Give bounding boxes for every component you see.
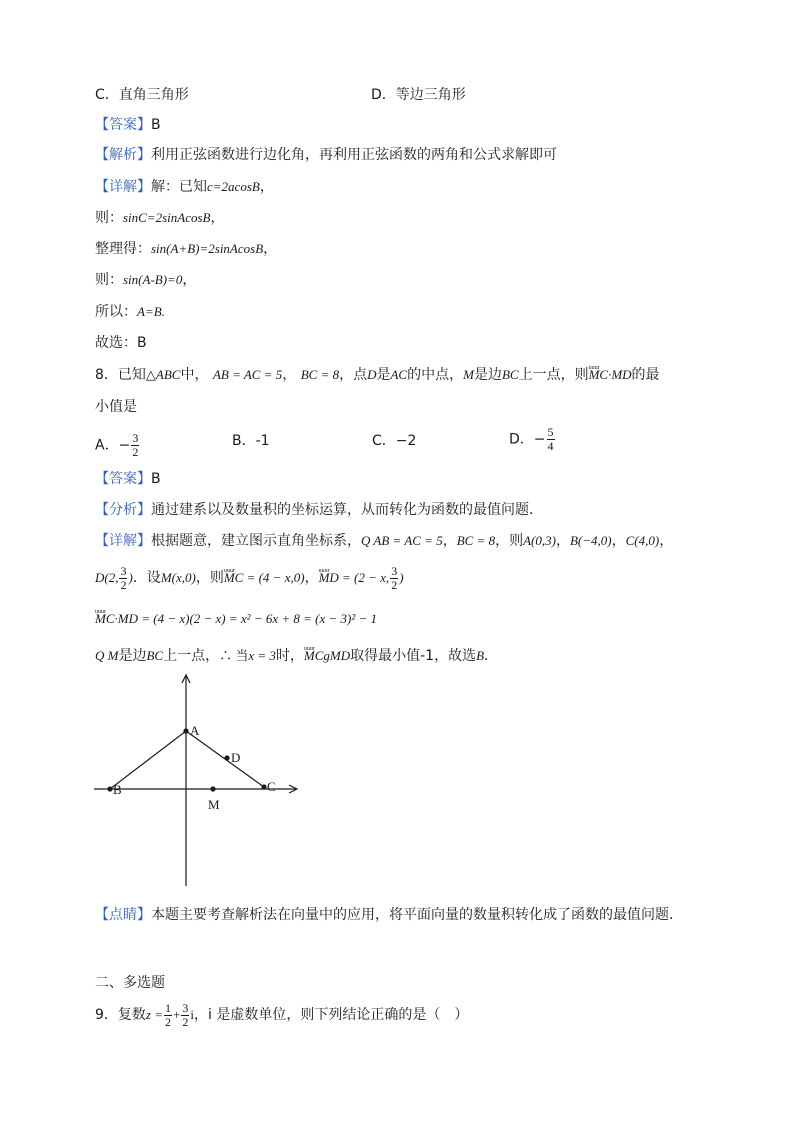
math-expr: BC = 8	[456, 533, 496, 548]
detail-text: 所以：	[95, 304, 137, 320]
math-expr: BC	[501, 367, 519, 382]
math-expr: sinC=2sinAcosB	[123, 210, 211, 225]
point-c	[261, 784, 266, 789]
label-b: B	[113, 782, 122, 797]
detail-text: 整理得：	[95, 241, 151, 257]
detail-text: ∴ 当	[219, 648, 249, 663]
fraction	[181, 1002, 189, 1029]
stem-text: ，	[282, 367, 297, 383]
q8-stem-line-1	[95, 366, 660, 384]
vector-expr: uuur MCgMD	[304, 647, 350, 665]
punct: ，	[210, 210, 225, 226]
detail-text: 则：	[95, 210, 123, 226]
math-expr: +	[173, 1007, 181, 1022]
stem-text: 9．复数	[95, 1007, 146, 1023]
q7-option-c: C．直角三角形	[95, 87, 189, 103]
math-expr: AB = AC = 5	[212, 367, 283, 382]
segment-ba	[110, 731, 186, 789]
detail-text: 时，	[275, 648, 304, 664]
punct: ．	[484, 648, 499, 664]
math-expr: △ABC	[145, 367, 181, 382]
stem-text: 上一点，则	[518, 367, 589, 383]
math-expr: c=2acosB	[207, 179, 260, 194]
vector-expr: uuur MD = (2 − x,	[319, 562, 390, 594]
math-expr: B	[476, 648, 485, 663]
denominator: 2	[391, 577, 398, 592]
math-expr: A=B.	[137, 304, 165, 319]
q7-detail-2	[95, 209, 225, 227]
detail-text: 根据题意，建立图示直角坐标系，	[151, 533, 361, 549]
math-expr: BC = 8	[300, 367, 340, 382]
label-d: D	[231, 750, 241, 765]
denominator: 4	[547, 439, 554, 453]
q9-stem	[95, 998, 468, 1032]
numerator: 3	[391, 563, 398, 578]
math-expr: M	[463, 367, 474, 382]
fenxi-tag: 【分析】	[95, 502, 151, 518]
punct: ，	[442, 533, 457, 549]
math-expr: A(0,3)	[523, 533, 556, 548]
math-expr: D	[367, 367, 377, 382]
numerator: 3	[120, 563, 127, 578]
punct: ，	[304, 570, 319, 586]
denominator: 2	[132, 445, 139, 459]
q7-analysis	[95, 146, 557, 164]
stem-text: 是边	[473, 367, 502, 383]
q7-detail-1	[95, 178, 274, 196]
math-expr: B(−4,0)	[569, 533, 612, 548]
detail-text: 则：	[95, 272, 123, 288]
dianjing-text: 本题主要考查解析法在向量中的应用，将平面向量的数量积转化成了函数的最值问题．	[151, 907, 683, 923]
q8-option-b: B．-1	[232, 433, 270, 449]
detail-text: ，则	[195, 570, 224, 586]
stem-text: 的最	[631, 367, 660, 383]
math-expr: BC	[146, 648, 164, 663]
q7-options-row	[95, 86, 695, 104]
detail-text: ．设	[132, 570, 161, 586]
denominator: 2	[182, 1014, 189, 1029]
numerator: 1	[165, 1000, 172, 1015]
vector-expr: uuur MC = (4 − x,0)	[224, 562, 305, 594]
q8-detail-2	[95, 562, 404, 594]
stem-text: 中，	[180, 367, 209, 383]
detail-text: ，则	[495, 533, 524, 549]
stem-text: 8．已知	[95, 367, 146, 383]
math-expr: i	[190, 1007, 194, 1022]
punct: ，	[259, 179, 274, 195]
detail-tag: 【详解】	[95, 533, 151, 549]
analysis-tag: 【解析】	[95, 147, 151, 163]
q8-detail-3	[95, 610, 377, 628]
q8-detail-1	[95, 532, 673, 550]
numerator: 3	[132, 431, 139, 445]
stem-text: ，点	[339, 367, 368, 383]
detail-text: 解：已知	[151, 179, 207, 195]
label-m: M	[208, 797, 220, 812]
math-expr: z =	[145, 1007, 164, 1022]
answer-tag: 【答案】	[95, 471, 151, 487]
q8-fenxi	[95, 501, 543, 519]
math-expr: sin(A-B)=0	[123, 272, 183, 287]
detail-text: 上一点，	[163, 648, 220, 664]
math-expr: Q M	[95, 648, 119, 663]
answer-tag: 【答案】	[95, 117, 151, 133]
math-expr: x = 3	[248, 648, 276, 663]
fraction	[390, 565, 398, 592]
detail-text: 取得最小值-1，故选	[350, 648, 477, 664]
math-expr: sin(A+B)=2sinAcosB	[151, 241, 264, 256]
q7-answer	[95, 116, 161, 134]
numerator: 3	[182, 1000, 189, 1015]
analysis-text: 利用正弦函数进行边化角，再利用正弦函数的两角和公式求解即可	[151, 147, 557, 163]
math-expr: AC	[390, 367, 408, 382]
label-a: A	[190, 723, 200, 738]
fraction	[131, 432, 139, 459]
q8-option-d	[509, 426, 556, 453]
point-a	[183, 728, 188, 733]
punct: ，	[182, 272, 197, 288]
option-label: A．−	[95, 437, 131, 454]
q7-option-d: D．等边三角形	[371, 87, 466, 103]
q8-options-row	[95, 426, 695, 460]
numerator: 5	[547, 425, 554, 439]
fraction	[547, 426, 555, 453]
q8-stem-line-2: 小值是	[95, 399, 137, 415]
math-expr: C(4,0)	[625, 533, 660, 548]
fenxi-text: 通过建系以及数量积的坐标运算，从而转化为函数的最值问题．	[151, 502, 543, 518]
punct: ，	[659, 533, 674, 549]
q8-dianjing	[95, 906, 683, 924]
math-expr: )	[399, 570, 404, 585]
math-expr: Q AB = AC = 5	[361, 533, 443, 548]
math-expr: )	[128, 570, 133, 585]
denominator: 2	[165, 1014, 172, 1029]
stem-text: ，i 是虚数单位，则下列结论正确的是（ ）	[193, 1007, 469, 1023]
answer-value: B	[151, 117, 161, 133]
answer-value: B	[151, 471, 161, 487]
point-m	[210, 786, 215, 791]
coordinate-figure	[90, 672, 310, 892]
dianjing-tag: 【点睛】	[95, 907, 151, 923]
punct: ，	[555, 533, 570, 549]
stem-text: 的中点，	[407, 367, 464, 383]
q8-answer	[95, 470, 161, 488]
vector-expr: uuur MC·MD = (4 − x)(2 − x) = x² − 6x + 8 = (x − 3)² − 1	[95, 610, 377, 628]
q7-detail-5	[95, 303, 165, 321]
fraction	[164, 1002, 172, 1029]
detail-tag: 【详解】	[95, 179, 151, 195]
math-expr: M(x,0)	[160, 570, 196, 585]
detail-text: 是边	[118, 648, 147, 664]
point-b	[107, 786, 112, 791]
punct: ，	[611, 533, 626, 549]
punct: ，	[263, 241, 278, 257]
section-title: 二、多选题	[95, 975, 165, 991]
option-label: D．−	[509, 431, 546, 448]
q8-option-c: C．−2	[372, 433, 417, 449]
math-expr: D(2,	[95, 570, 119, 585]
stem-text: 是	[376, 367, 391, 383]
q8-detail-4	[95, 647, 498, 665]
label-c: C	[267, 779, 276, 794]
q7-detail-4	[95, 271, 196, 289]
q7-detail-3	[95, 240, 277, 258]
q7-choose: 故选：B	[95, 335, 147, 351]
point-d	[224, 755, 229, 760]
vector-expr: uuur MC·MD	[589, 366, 632, 384]
fraction	[119, 565, 127, 592]
denominator: 2	[120, 577, 127, 592]
q8-option-a	[95, 432, 140, 459]
